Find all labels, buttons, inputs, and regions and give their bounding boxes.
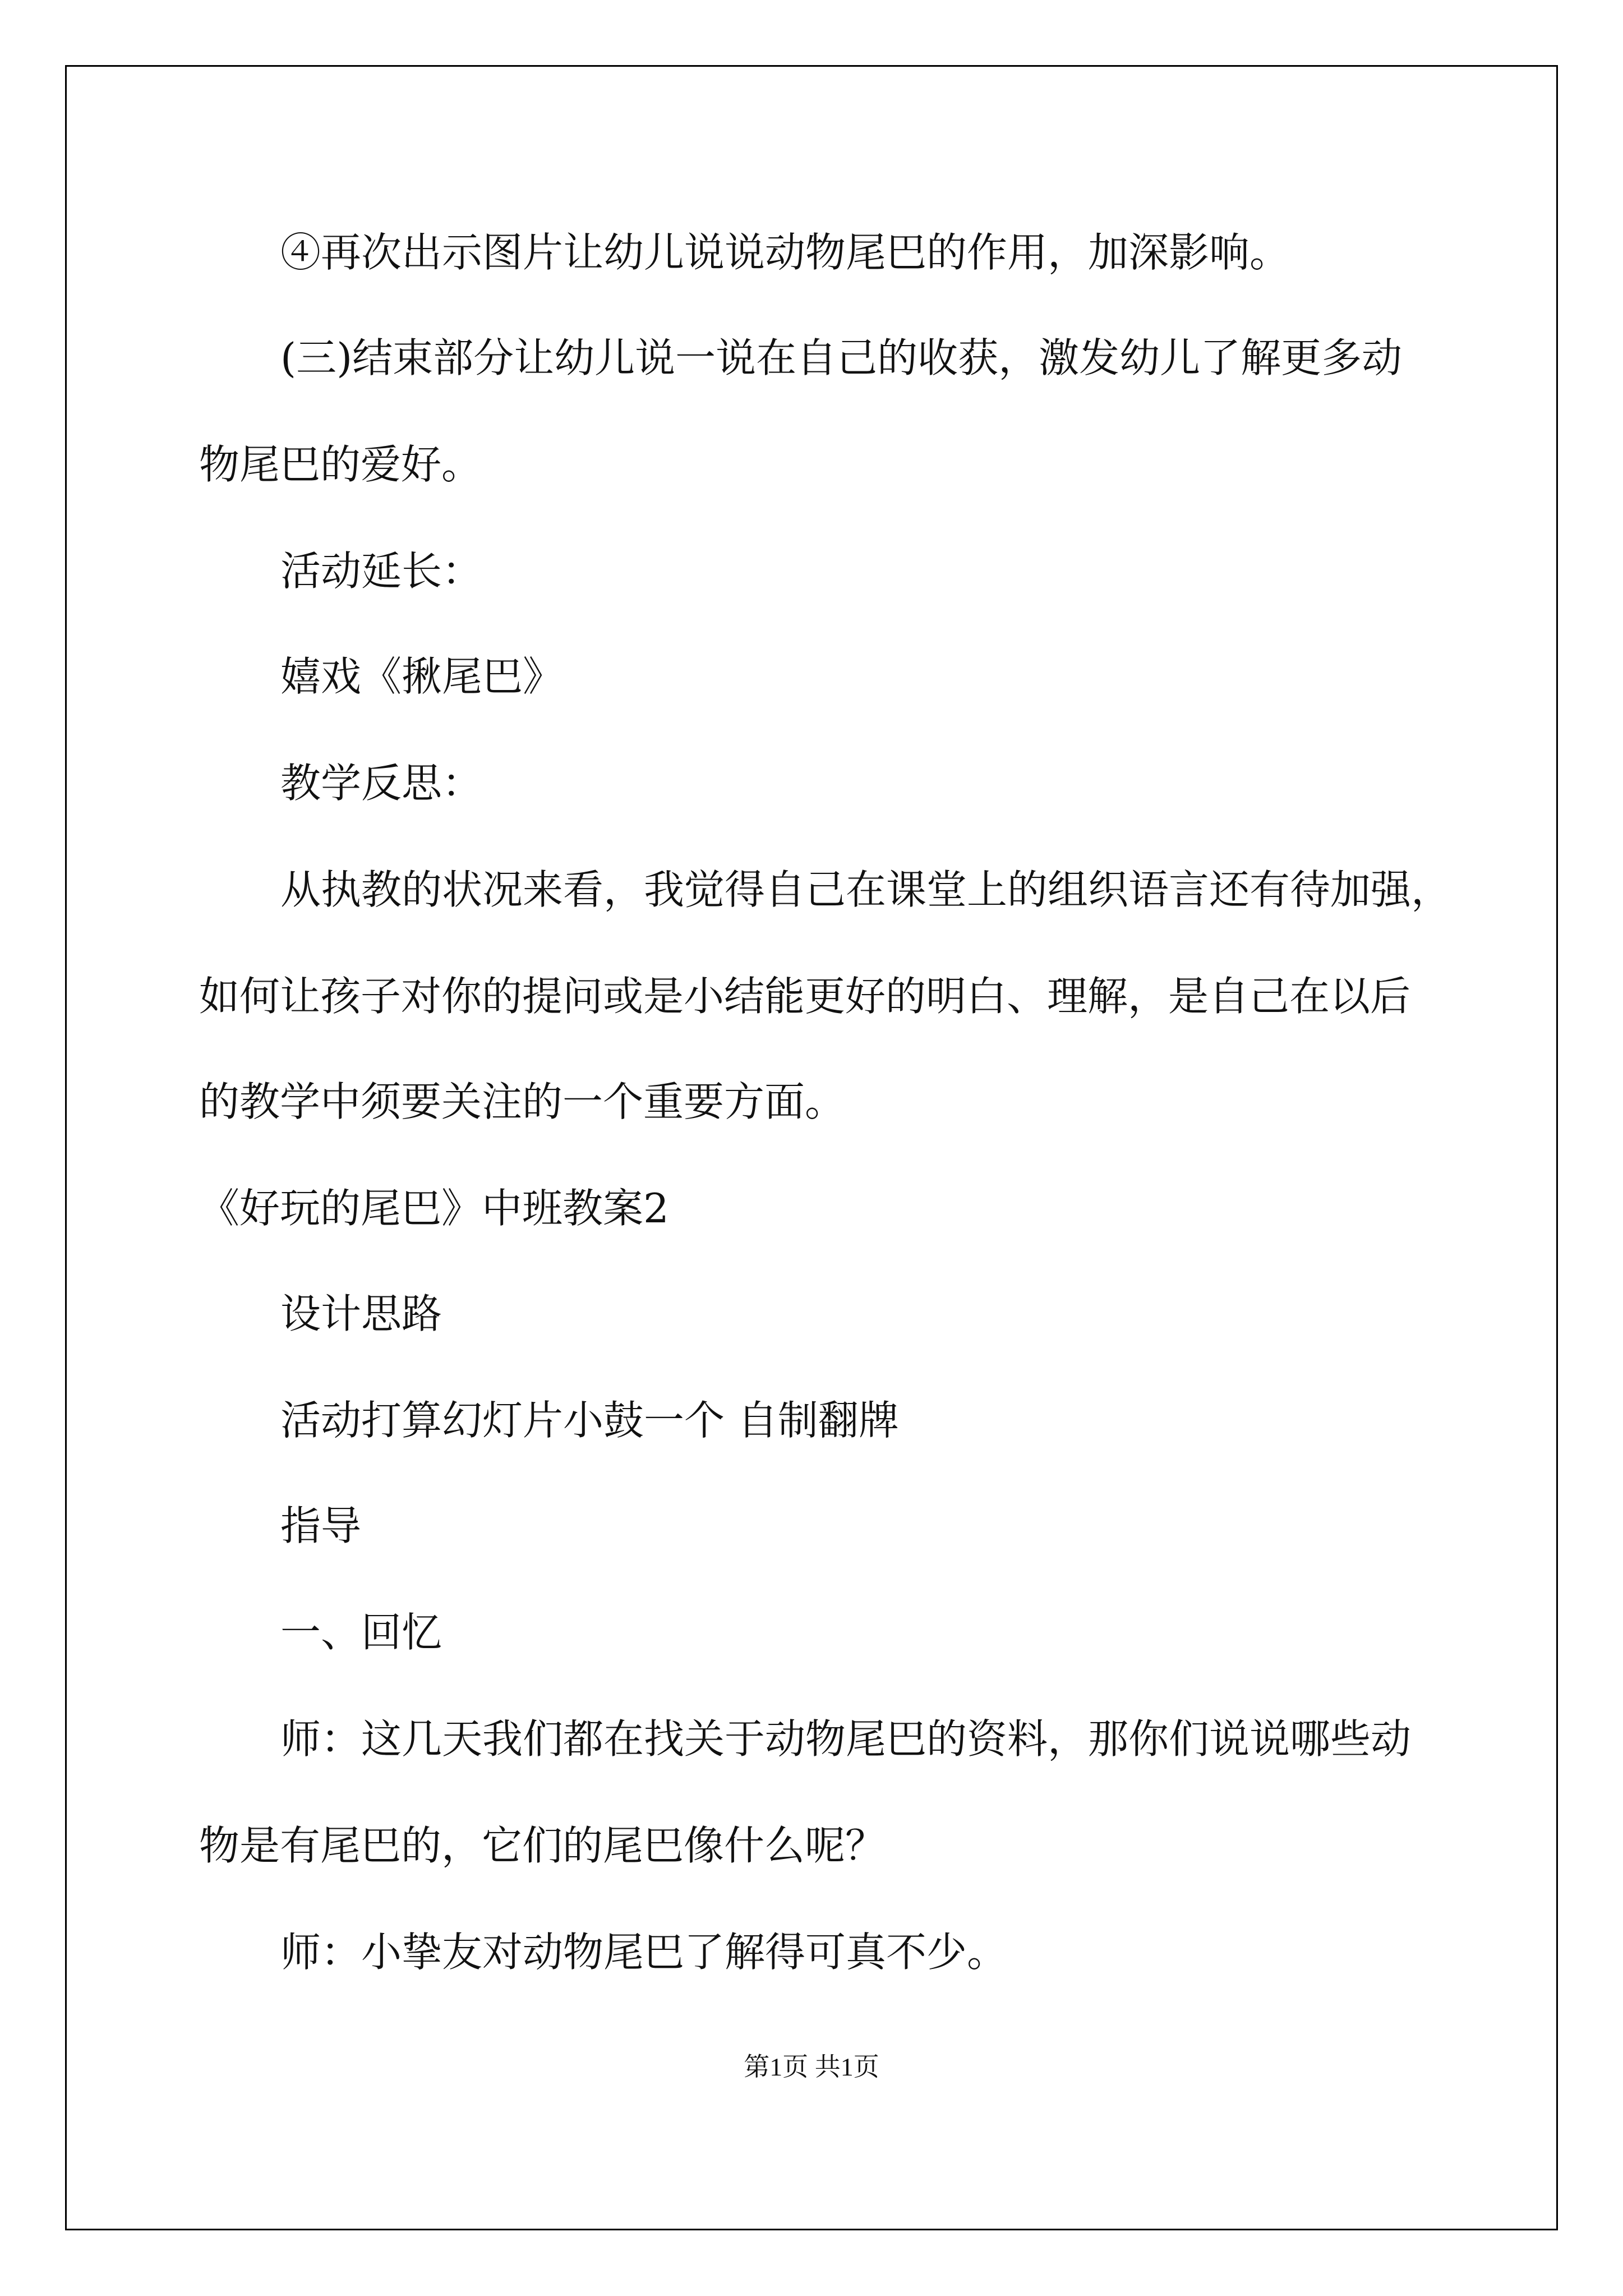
paragraph-line-4: 活动延长： bbox=[280, 547, 483, 595]
paragraph-line-13: 指导 bbox=[280, 1502, 362, 1549]
paragraph-line-6: 教学反思： bbox=[280, 760, 483, 807]
paragraph-line-8: 如何让孩子对你的提问或是小结能更好的明白、理解，是自己在以后 bbox=[199, 973, 1411, 1020]
paragraph-line-2: (三)结束部分让幼儿说一说在自己的收获，激发幼儿了解更多动 bbox=[280, 334, 1403, 381]
section-heading: 《好玩的尾巴》中班教案2 bbox=[199, 1185, 669, 1232]
paragraph-line-5: 嬉戏《揪尾巴》 bbox=[280, 653, 564, 700]
paragraph-line-11: 设计思路 bbox=[280, 1290, 442, 1337]
paragraph-line-14: 一、回忆 bbox=[280, 1609, 442, 1656]
paragraph-line-7: 从执教的状况来看，我觉得自己在课堂上的组织语言还有待加强， bbox=[280, 866, 1452, 913]
paragraph-line-17: 师：小挚友对动物尾巴了解得可真不少。 bbox=[280, 1929, 1008, 1976]
paragraph-line-16: 物是有尾巴的，它们的尾巴像什么呢？ bbox=[199, 1822, 886, 1869]
paragraph-line-1: ④再次出示图片让幼儿说说动物尾巴的作用，加深影响。 bbox=[280, 229, 1290, 276]
paragraph-line-9: 的教学中须要关注的一个重要方面。 bbox=[199, 1078, 846, 1125]
page-footer: 第1页 共1页 bbox=[744, 2053, 879, 2081]
paragraph-line-12: 活动打算幻灯片小鼓一个 自制翻牌 bbox=[280, 1397, 899, 1444]
paragraph-line-15: 师：这几天我们都在找关于动物尾巴的资料，那你们说说哪些动 bbox=[280, 1715, 1412, 1763]
paragraph-line-3: 物尾巴的爱好。 bbox=[199, 441, 482, 488]
page-border bbox=[65, 65, 1558, 2230]
